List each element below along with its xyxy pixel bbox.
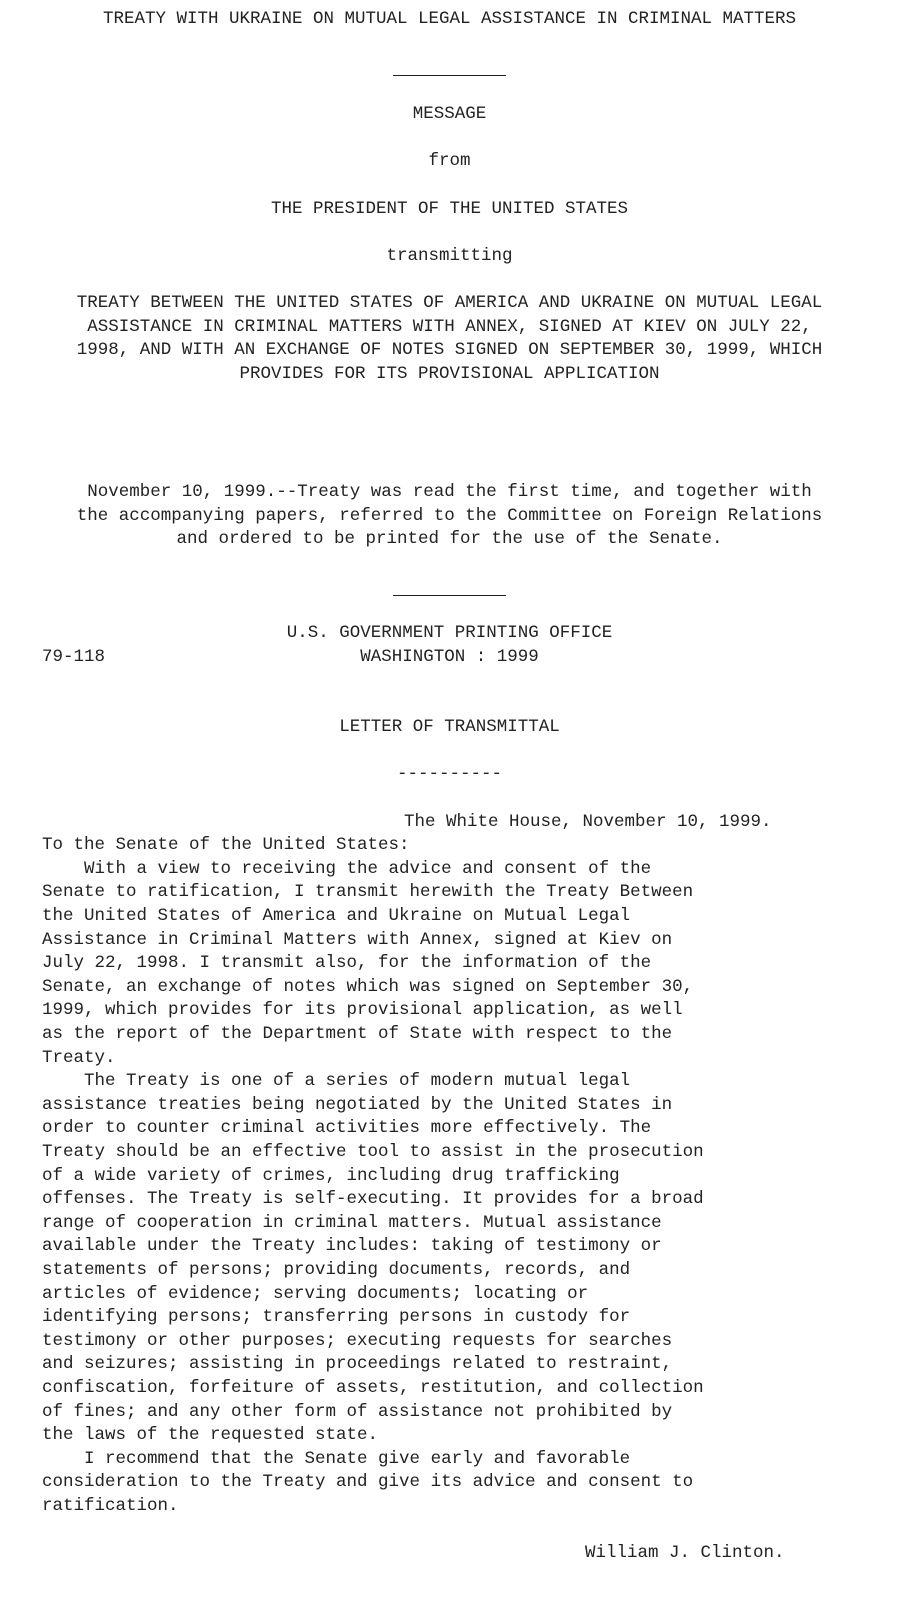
body-line: I recommend that the Senate give early and favorable bbox=[42, 1449, 631, 1469]
letter-heading: LETTER OF TRANSMITTAL bbox=[339, 717, 560, 737]
body-line: and seizures; assisting in proceedings related to restraint, bbox=[42, 1354, 673, 1374]
body-line: Assistance in Criminal Matters with Annex, signed at Kiev on bbox=[42, 930, 673, 950]
document-title: TREATY WITH UKRAINE ON MUTUAL LEGAL ASSISTANCE IN CRIMINAL MATTERS bbox=[102, 9, 797, 29]
body-line: offenses. The Treaty is self-executing. It provides for a broad bbox=[42, 1189, 704, 1209]
referral-line: and ordered to be printed for the use of the Senate. bbox=[176, 529, 723, 549]
body-line: assistance treaties being negotiated by the United States in bbox=[42, 1095, 673, 1115]
treaty-title-line: ASSISTANCE IN CRIMINAL MATTERS WITH ANNEX, SIGNED AT KIEV ON JULY 22, bbox=[87, 317, 812, 337]
body-line: of fines; and any other form of assistance not prohibited by bbox=[42, 1402, 673, 1422]
body-line: statements of persons; providing documents, records, and bbox=[42, 1260, 631, 1280]
body-line: range of cooperation in criminal matters. Mutual assistance bbox=[42, 1213, 662, 1233]
body-line: available under the Treaty includes: taking of testimony or bbox=[42, 1236, 662, 1256]
message-heading: MESSAGE bbox=[412, 104, 487, 124]
body-line: Senate, an exchange of notes which was signed on September 30, bbox=[42, 977, 694, 997]
body-line: The Treaty is one of a series of modern mutual legal bbox=[42, 1071, 631, 1091]
body-line: Senate to ratification, I transmit herewith the Treaty Between bbox=[42, 882, 694, 902]
body-line: order to counter criminal activities more effectively. The bbox=[42, 1118, 652, 1138]
document-number: 79-118 bbox=[42, 647, 106, 667]
salutation: To the Senate of the United States: bbox=[42, 835, 410, 855]
body-line: July 22, 1998. I transmit also, for the information of the bbox=[42, 953, 652, 973]
body-line: With a view to receiving the advice and consent of the bbox=[42, 859, 652, 879]
body-line: as the report of the Department of State with respect to the bbox=[42, 1024, 673, 1044]
body-line: ratification. bbox=[42, 1496, 179, 1516]
from-line: from bbox=[428, 151, 471, 171]
body-line: articles of evidence; serving documents; locating or bbox=[42, 1284, 589, 1304]
body-line: 1999, which provides for its provisional application, as well bbox=[42, 1000, 683, 1020]
divider-rule bbox=[393, 595, 506, 596]
body-line: the laws of the requested state. bbox=[42, 1425, 379, 1445]
body-line: confiscation, forfeiture of assets, restitution, and collection bbox=[42, 1378, 704, 1398]
president-line: THE PRESIDENT OF THE UNITED STATES bbox=[270, 199, 629, 219]
referral-line: November 10, 1999.--Treaty was read the first time, and together with bbox=[87, 482, 812, 502]
body-line: testimony or other purposes; executing requests for searches bbox=[42, 1331, 673, 1351]
body-line: Treaty. bbox=[42, 1048, 116, 1068]
signature: William J. Clinton. bbox=[585, 1543, 785, 1563]
body-line: the United States of America and Ukraine on Mutual Legal bbox=[42, 906, 631, 926]
body-line: identifying persons; transferring persons in custody for bbox=[42, 1307, 631, 1327]
referral-line: the accompanying papers, referred to the Committee on Foreign Relations bbox=[76, 506, 823, 526]
treaty-title-line: 1998, AND WITH AN EXCHANGE OF NOTES SIGNED ON SEPTEMBER 30, 1999, WHICH bbox=[76, 340, 823, 360]
dash-divider: ---------- bbox=[396, 764, 503, 784]
imprint-line: WASHINGTON : 1999 bbox=[360, 647, 539, 667]
transmitting-line: transmitting bbox=[386, 246, 513, 266]
printer-line: U.S. GOVERNMENT PRINTING OFFICE bbox=[286, 623, 613, 643]
treaty-title-line: PROVIDES FOR ITS PROVISIONAL APPLICATION bbox=[239, 364, 660, 384]
treaty-title-line: TREATY BETWEEN THE UNITED STATES OF AMERICA AND UKRAINE ON MUTUAL LEGAL bbox=[76, 293, 823, 313]
body-line: of a wide variety of crimes, including drug trafficking bbox=[42, 1166, 620, 1186]
dateline: The White House, November 10, 1999. bbox=[404, 812, 772, 832]
divider-rule bbox=[393, 75, 506, 76]
body-line: Treaty should be an effective tool to assist in the prosecution bbox=[42, 1142, 704, 1162]
body-line: consideration to the Treaty and give its advice and consent to bbox=[42, 1472, 694, 1492]
